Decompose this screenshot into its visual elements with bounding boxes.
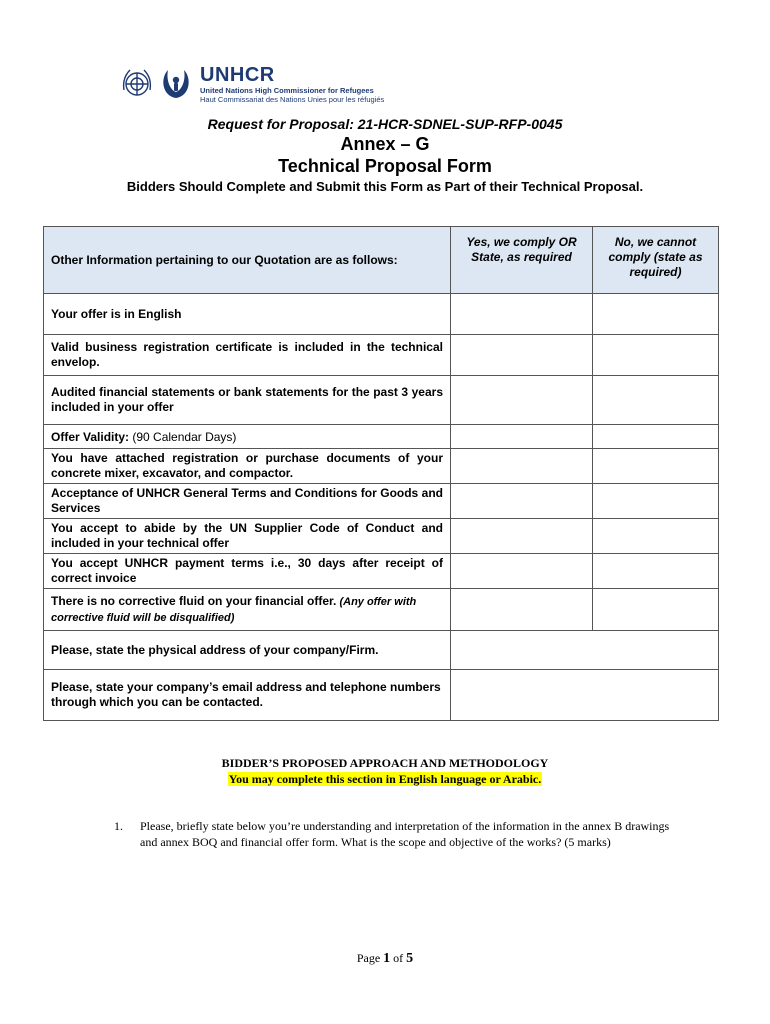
table-row	[44, 631, 719, 670]
table-row	[44, 589, 719, 631]
not-comply-cell[interactable]	[593, 335, 719, 376]
table-header-row	[44, 227, 719, 294]
page-title: Technical Proposal Form	[278, 156, 492, 176]
not-comply-cell[interactable]	[593, 425, 719, 449]
comply-cell[interactable]	[451, 519, 593, 554]
approach-note-wrap	[0, 772, 770, 787]
comply-cell[interactable]	[451, 554, 593, 589]
header-info-cell	[44, 227, 451, 294]
corrective-fluid-label: There is no corrective fluid on your financial offer.	[51, 593, 337, 608]
row-label	[44, 425, 451, 449]
corrective-fluid-note: (Any offer with corrective fluid will be disqualified)	[51, 595, 417, 624]
page-subtitle: Bidders Should Complete and Submit this Form as Part of their Technical Proposal.	[126, 179, 644, 194]
row-label: Please, state the physical address of your company/Firm.	[44, 631, 451, 670]
table-row	[44, 519, 719, 554]
not-comply-cell[interactable]	[593, 484, 719, 519]
not-comply-cell[interactable]	[593, 554, 719, 589]
row-label: You accept to abide by the UN Supplier Code of Conduct and included in your technical offer	[44, 519, 451, 554]
comply-cell[interactable]	[451, 484, 593, 519]
not-comply-cell[interactable]	[593, 449, 719, 484]
technical-proposal-table	[43, 226, 719, 721]
logo-subtitle-en: United Nations High Commissioner for Refugees	[200, 86, 374, 95]
comply-cell[interactable]	[451, 335, 593, 376]
not-comply-cell[interactable]	[593, 376, 719, 425]
page-number: 1	[383, 951, 391, 966]
logo-brand: UNHCR	[200, 64, 275, 86]
offer-validity-value: (90 Calendar Days)	[129, 429, 237, 444]
row-label: Audited financial statements or bank statements for the past 3 years included in your offer	[44, 376, 451, 425]
page-total: 5	[406, 951, 414, 966]
page-footer	[0, 951, 770, 967]
comply-cell[interactable]	[451, 589, 593, 631]
row-label: Your offer is in English	[44, 294, 451, 335]
header-not-comply-cell: No, we cannot comply (state as required)	[593, 227, 719, 294]
row-label: Acceptance of UNHCR General Terms and Conditions for Goods and Services	[44, 484, 451, 519]
unhcr-logo	[118, 64, 398, 104]
comply-cell[interactable]	[451, 425, 593, 449]
header-comply-cell: Yes, we comply OR State, as required	[451, 227, 593, 294]
row-label: Valid business registration certificate is included in the technical envelop.	[44, 335, 451, 376]
table-row	[44, 335, 719, 376]
table-row	[44, 376, 719, 425]
logo-subtitle-fr: Haut Commissariat des Nations Unies pour les réfugiés	[200, 95, 385, 104]
row-label	[44, 589, 451, 631]
row-label: You accept UNHCR payment terms i.e., 30 days after receipt of correct invoice	[44, 554, 451, 589]
rfp-reference: Request for Proposal: 21-HCR-SDNEL-SUP-RFP-0045	[207, 116, 563, 132]
page-of-label: of	[390, 951, 407, 965]
row-label: You have attached registration or purchase documents of your concrete mixer, excavator, and compactor.	[44, 449, 451, 484]
un-emblem-icon	[118, 64, 198, 104]
annex-label: Annex – G	[340, 134, 430, 154]
row-label: Please, state your company’s email address and telephone numbers through which you can be contacted.	[44, 670, 451, 721]
comply-cell[interactable]	[451, 294, 593, 335]
question-number: 1.	[114, 819, 123, 833]
comply-cell[interactable]	[451, 376, 593, 425]
approach-title: BIDDER’S PROPOSED APPROACH AND METHODOLOGY	[221, 756, 549, 770]
table-row	[44, 554, 719, 589]
page-label: Page	[356, 951, 384, 965]
table-row	[44, 670, 719, 721]
approach-note: You may complete this section in English language or Arabic.	[228, 772, 542, 786]
contact-answer-cell[interactable]	[451, 670, 719, 721]
comply-cell[interactable]	[451, 449, 593, 484]
question-text: Please, briefly state below you’re understanding and interpretation of the information in the annex B drawings and annex BOQ and financial offer form. What is the scope and objective of the works? (5 marks)	[140, 819, 670, 849]
not-comply-cell[interactable]	[593, 519, 719, 554]
offer-validity-label: Offer Validity:	[51, 429, 130, 444]
address-answer-cell[interactable]	[451, 631, 719, 670]
table-row	[44, 484, 719, 519]
not-comply-cell[interactable]	[593, 294, 719, 335]
header-info-label: Other Information pertaining to our Quotation are as follows:	[51, 252, 398, 267]
table-row	[44, 294, 719, 335]
table-row	[44, 425, 719, 449]
table-row	[44, 449, 719, 484]
not-comply-cell[interactable]	[593, 589, 719, 631]
